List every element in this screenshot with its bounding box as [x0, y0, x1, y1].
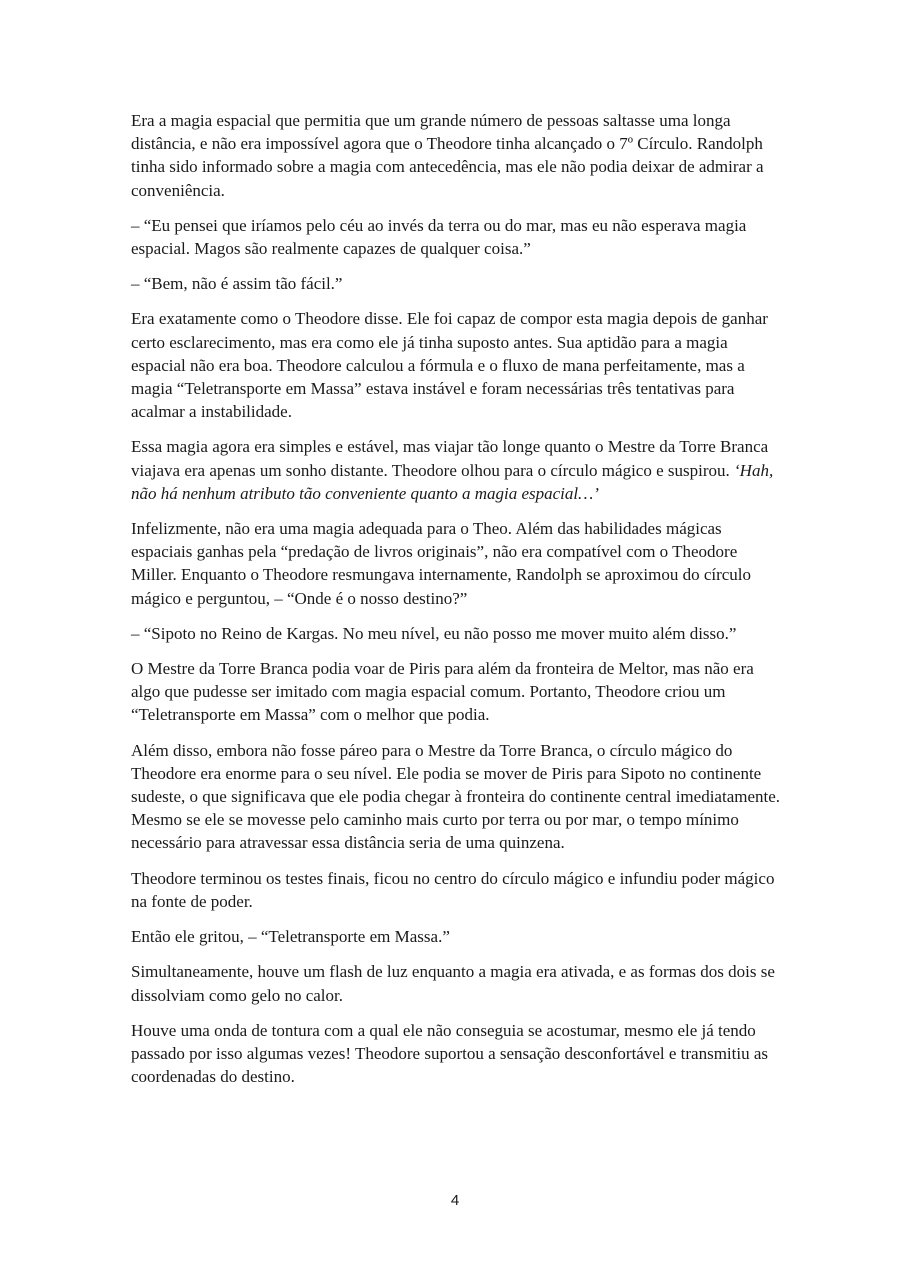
paragraph-1: Era a magia espacial que permitia que um grande número de pessoas saltasse uma longa distância, e não era impossível agora que o Theodore tinha alcançado o 7º Círculo. Randolph tinha sido informado sobre a magia com antecedência, mas ele não podia deixar de admirar a conveniência. [131, 111, 764, 200]
paragraph-9: Além disso, embora não fosse páreo para o Mestre da Torre Branca, o círculo mágico do Theodore era enorme para o seu nível. Ele podia se mover de Piris para Sipoto no continente sudeste, o que significava que ele podia chegar à fronteira do continente central imediatamente. Mesmo se ele se movesse pelo caminho mais curto por terra ou por mar, o tempo mínimo necessário para atravessar essa distância seria de uma quinzena. [131, 740, 781, 853]
paragraph-10: Theodore terminou os testes finais, ficou no centro do círculo mágico e infundiu poder mágico na fonte de poder. [131, 868, 775, 911]
paragraph-2: – “Eu pensei que iríamos pelo céu ao invés da terra ou do mar, mas eu não esperava magia espacial. Magos são realmente capazes de qualquer coisa.” [131, 215, 747, 259]
paragraph-3: – “Bem, não é assim tão fácil.” [131, 274, 343, 294]
paragraph-5 [131, 435, 786, 505]
paragraph-13: Houve uma onda de tontura com a qual ele não conseguia se acostumar, mesmo ele já tendo passado por isso algumas vezes! Theodore suportou a sensação desconfortável e transmitiu as coordenadas do destino. [131, 1020, 769, 1087]
page-number: 4 [450, 1192, 460, 1209]
paragraph-4: Era exatamente como o Theodore disse. Ele foi capaz de compor esta magia depois de ganhar certo esclarecimento, mas era como ele já tinha suposto antes. Sua aptidão para a magia espacial não era boa. Theodore calculou a fórmula e o fluxo de mana perfeitamente, mas a magia “Teletransporte em Massa” estava instável e foram necessárias três tentativas para acalmar a instabilidade. [131, 309, 768, 422]
paragraph-11: Então ele gritou, – “Teletransporte em Massa.” [131, 927, 450, 947]
paragraph-5-text: Essa magia agora era simples e estável, mas viajar tão longe quanto o Mestre da Torre Branca viajava era apenas um sonho distante. Theodore olhou para o círculo mágico e suspirou. [131, 437, 769, 480]
paragraph-8: O Mestre da Torre Branca podia voar de Piris para além da fronteira de Meltor, mas não era algo que pudesse ser imitado com magia espacial comum. Portanto, Theodore criou um “Teletransporte em Massa” com o melhor que podia. [131, 659, 754, 725]
document-body [131, 109, 786, 1088]
paragraph-6: Infelizmente, não era uma magia adequada para o Theo. Além das habilidades mágicas espaciais ganhas pela “predação de livros originais”, não era compatível com o Theodore Miller. Enquanto o Theodore resmungava internamente, Randolph se aproximou do círculo mágico e perguntou, – “Onde é o nosso destino?” [131, 519, 752, 608]
paragraph-7: – “Sipoto no Reino de Kargas. No meu nível, eu não posso me mover muito além disso.” [131, 623, 737, 643]
paragraph-12: Simultaneamente, houve um flash de luz enquanto a magia era ativada, e as formas dos dois se dissolviam como gelo no calor. [131, 962, 775, 1005]
paragraph-5-italic-thought: ‘Hah, não há nenhum atributo tão conveniente quanto a magia espacial…’ [131, 460, 774, 503]
